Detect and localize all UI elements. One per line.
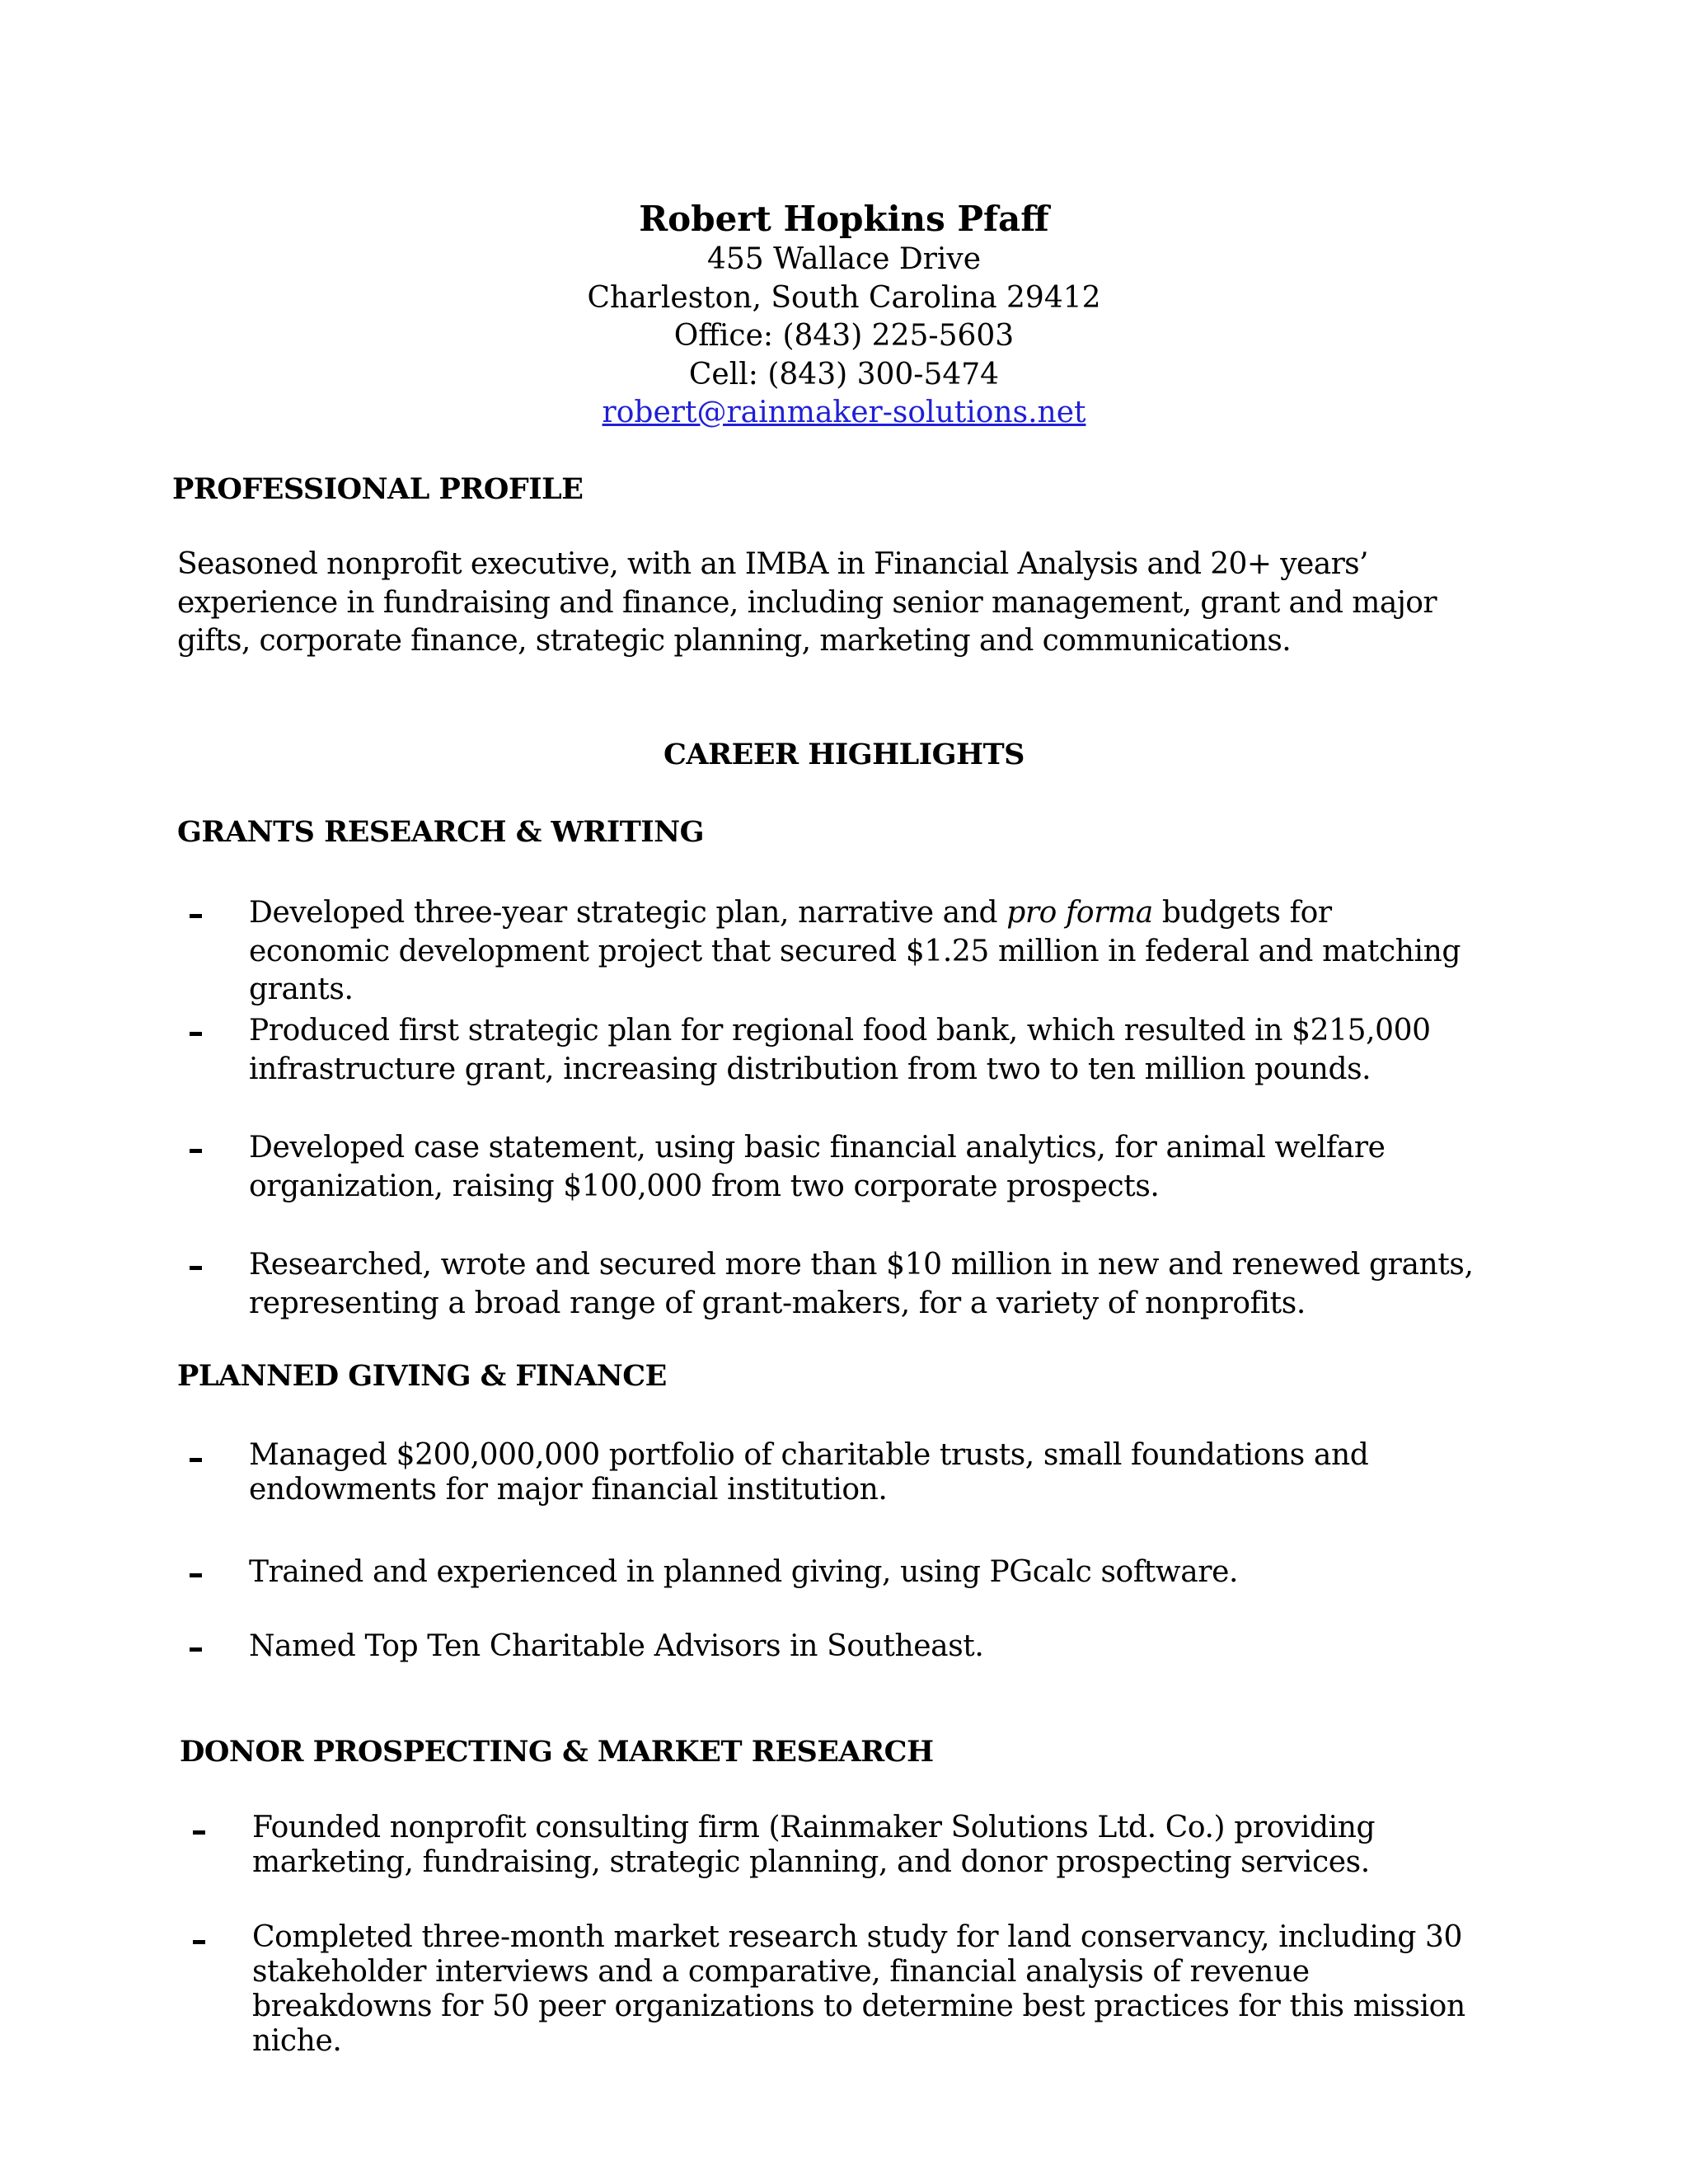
bullet-icon	[190, 1647, 202, 1652]
grants-item-3: Developed case statement, using basic financial analytics, for animal welfare organization, raising $100,000 from two corporate prospects.	[249, 1131, 1386, 1203]
list-item	[190, 1628, 1475, 1666]
list-item	[190, 1438, 1475, 1507]
cell-phone: Cell: (843) 300-5474	[688, 357, 1000, 391]
list-item	[190, 1129, 1475, 1206]
grants-section-heading: GRANTS RESEARCH & WRITING	[177, 815, 705, 849]
grants-item-4: Researched, wrote and secured more than $10 million in new and renewed grants, representing a broad range of grant-makers, for a variety of nonprofits.	[249, 1248, 1474, 1320]
office-phone: Office: (843) 225-5603	[673, 319, 1015, 353]
list-item	[190, 1554, 1475, 1592]
donor-item-1: Founded nonprofit consulting firm (Rainmaker Solutions Ltd. Co.) providing marketing, fundraising, strategic planning, and donor prospecting services.	[252, 1811, 1376, 1879]
bullet-icon	[190, 1458, 202, 1462]
bullet-icon	[190, 914, 202, 918]
list-item	[190, 1012, 1475, 1089]
profile-summary: Seasoned nonprofit executive, with an IMBA in Financial Analysis and 20+ years’ experience in fundraising and finance, including senior management, grant and major gifts, corporate finance, strategic planning, marketing and communications.	[177, 547, 1437, 658]
planned-giving-heading: PLANNED GIVING & FINANCE	[177, 1359, 667, 1393]
bullet-icon	[190, 1266, 202, 1270]
career-highlights-heading: CAREER HIGHLIGHTS	[663, 738, 1025, 771]
bullet-icon	[190, 1573, 202, 1577]
planned-item-3: Named Top Ten Charitable Advisors in Southeast.	[249, 1629, 984, 1663]
list-item	[193, 1920, 1495, 2059]
grants-item-1: Developed three-year strategic plan, narrative and pro forma budgets for economic development project that secured $1.25 million in federal and matching grants.	[249, 896, 1461, 1006]
list-item	[190, 894, 1475, 1010]
list-item	[190, 1246, 1475, 1323]
donor-prospecting-heading: DONOR PROSPECTING & MARKET RESEARCH	[180, 1735, 934, 1769]
candidate-name: Robert Hopkins Pfaff	[639, 199, 1049, 239]
bullet-icon	[190, 1032, 202, 1036]
planned-item-1: Managed $200,000,000 portfolio of charitable trusts, small foundations and endowments for major financial institution.	[249, 1438, 1369, 1507]
professional-profile-heading: PROFESSIONAL PROFILE	[172, 472, 584, 506]
bullet-icon	[190, 1149, 202, 1153]
bullet-icon	[193, 1940, 205, 1944]
address-line-2: Charleston, South Carolina 29412	[587, 280, 1101, 315]
planned-item-2: Trained and experienced in planned giving, using PGcalc software.	[249, 1555, 1239, 1589]
email-line	[0, 394, 1688, 433]
bullet-icon	[193, 1830, 205, 1835]
contact-header	[0, 198, 1688, 433]
list-item	[193, 1811, 1479, 1880]
donor-item-2: Completed three-month market research study for land conservancy, including 30 stakeholder interviews and a comparative, financial analysis of revenue breakdowns for 50 peer organizations to determine best practices for this mission niche.	[252, 1920, 1465, 2058]
email-link[interactable]: robert@rainmaker-solutions.net	[602, 396, 1086, 429]
grants-item-2: Produced first strategic plan for regional food bank, which resulted in $215,000 infrastructure grant, increasing distribution from two to ten million pounds.	[249, 1014, 1431, 1086]
address-line-1: 455 Wallace Drive	[706, 242, 982, 276]
